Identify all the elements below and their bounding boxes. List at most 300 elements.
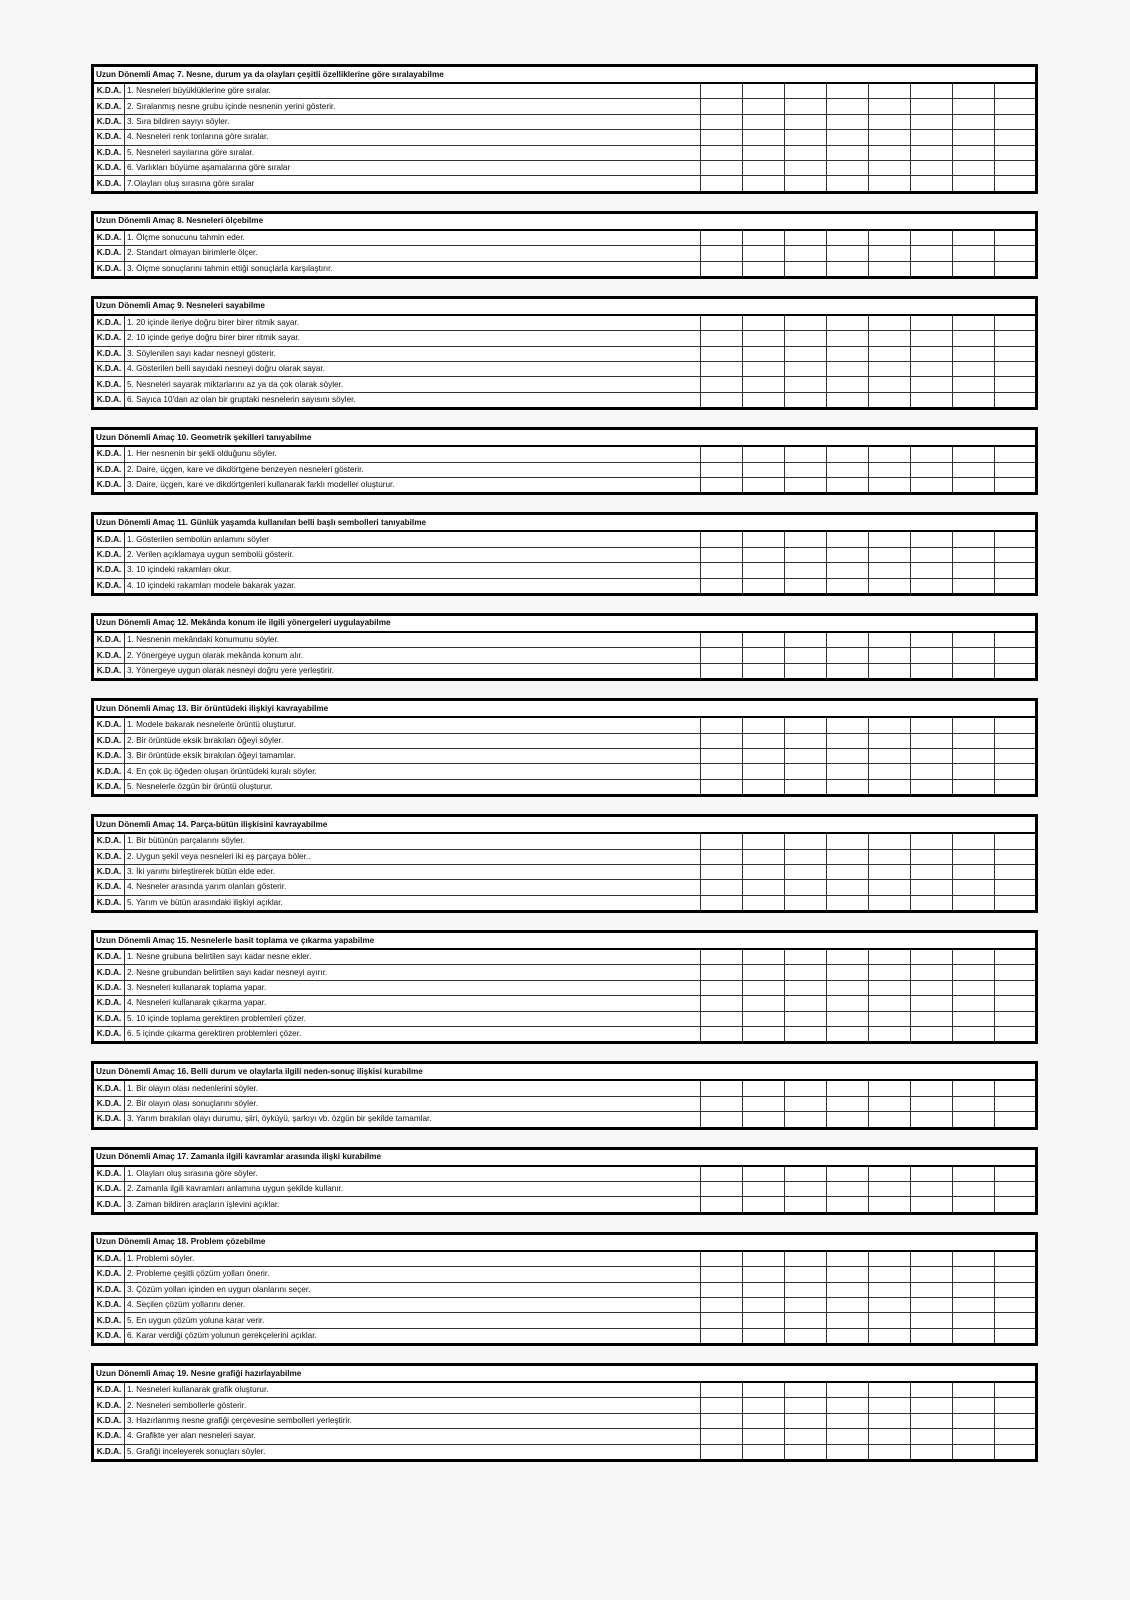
assessment-cell[interactable]: [911, 531, 953, 547]
assessment-cell[interactable]: [827, 547, 869, 562]
assessment-cell[interactable]: [785, 717, 827, 733]
assessment-cell[interactable]: [784, 446, 826, 462]
assessment-cell[interactable]: [700, 346, 742, 361]
assessment-cell[interactable]: [742, 462, 784, 477]
assessment-cell[interactable]: [868, 965, 910, 980]
assessment-cell[interactable]: [784, 1011, 826, 1026]
assessment-cell[interactable]: [868, 1382, 910, 1398]
assessment-cell[interactable]: [869, 779, 911, 795]
assessment-cell[interactable]: [994, 1413, 1036, 1428]
assessment-cell[interactable]: [952, 849, 994, 864]
assessment-cell[interactable]: [826, 377, 868, 392]
assessment-cell[interactable]: [700, 1444, 742, 1460]
assessment-cell[interactable]: [742, 160, 784, 175]
assessment-cell[interactable]: [784, 392, 826, 408]
assessment-cell[interactable]: [742, 377, 784, 392]
assessment-cell[interactable]: [827, 1282, 869, 1297]
assessment-cell[interactable]: [911, 733, 953, 748]
assessment-cell[interactable]: [784, 362, 826, 377]
assessment-cell[interactable]: [953, 1313, 995, 1328]
assessment-cell[interactable]: [994, 864, 1036, 879]
assessment-cell[interactable]: [995, 1328, 1037, 1344]
assessment-cell[interactable]: [701, 531, 743, 547]
assessment-cell[interactable]: [994, 632, 1036, 648]
assessment-cell[interactable]: [868, 648, 910, 663]
assessment-cell[interactable]: [784, 315, 826, 331]
assessment-cell[interactable]: [826, 965, 868, 980]
assessment-cell[interactable]: [701, 1328, 743, 1344]
assessment-cell[interactable]: [742, 176, 784, 192]
assessment-cell[interactable]: [995, 1251, 1037, 1267]
assessment-cell[interactable]: [910, 315, 952, 331]
assessment-cell[interactable]: [868, 1080, 910, 1096]
assessment-cell[interactable]: [910, 1080, 952, 1096]
assessment-cell[interactable]: [994, 980, 1036, 995]
assessment-cell[interactable]: [868, 632, 910, 648]
assessment-cell[interactable]: [742, 663, 784, 679]
assessment-cell[interactable]: [994, 996, 1036, 1011]
assessment-cell[interactable]: [911, 1267, 953, 1282]
assessment-cell[interactable]: [952, 1181, 994, 1196]
assessment-cell[interactable]: [952, 246, 994, 261]
assessment-cell[interactable]: [784, 949, 826, 965]
assessment-cell[interactable]: [784, 130, 826, 145]
assessment-cell[interactable]: [742, 114, 784, 129]
assessment-cell[interactable]: [784, 160, 826, 175]
assessment-cell[interactable]: [868, 996, 910, 1011]
assessment-cell[interactable]: [700, 1413, 742, 1428]
assessment-cell[interactable]: [953, 1267, 995, 1282]
assessment-cell[interactable]: [784, 83, 826, 99]
assessment-cell[interactable]: [743, 717, 785, 733]
assessment-cell[interactable]: [827, 1328, 869, 1344]
assessment-cell[interactable]: [994, 462, 1036, 477]
assessment-cell[interactable]: [826, 1112, 868, 1128]
assessment-cell[interactable]: [785, 578, 827, 594]
assessment-cell[interactable]: [994, 145, 1036, 160]
assessment-cell[interactable]: [784, 1382, 826, 1398]
assessment-cell[interactable]: [952, 377, 994, 392]
assessment-cell[interactable]: [952, 1112, 994, 1128]
assessment-cell[interactable]: [910, 377, 952, 392]
assessment-cell[interactable]: [910, 1413, 952, 1428]
assessment-cell[interactable]: [994, 230, 1036, 246]
assessment-cell[interactable]: [700, 145, 742, 160]
assessment-cell[interactable]: [784, 246, 826, 261]
assessment-cell[interactable]: [826, 1166, 868, 1182]
assessment-cell[interactable]: [910, 114, 952, 129]
assessment-cell[interactable]: [784, 833, 826, 849]
assessment-cell[interactable]: [742, 446, 784, 462]
assessment-cell[interactable]: [784, 1413, 826, 1428]
assessment-cell[interactable]: [868, 1444, 910, 1460]
assessment-cell[interactable]: [826, 446, 868, 462]
assessment-cell[interactable]: [868, 331, 910, 346]
assessment-cell[interactable]: [868, 392, 910, 408]
assessment-cell[interactable]: [826, 996, 868, 1011]
assessment-cell[interactable]: [995, 764, 1037, 779]
assessment-cell[interactable]: [994, 1197, 1036, 1213]
assessment-cell[interactable]: [827, 1297, 869, 1312]
assessment-cell[interactable]: [700, 833, 742, 849]
assessment-cell[interactable]: [743, 1267, 785, 1282]
assessment-cell[interactable]: [868, 246, 910, 261]
assessment-cell[interactable]: [826, 160, 868, 175]
assessment-cell[interactable]: [826, 1444, 868, 1460]
assessment-cell[interactable]: [911, 717, 953, 733]
assessment-cell[interactable]: [952, 1096, 994, 1111]
assessment-cell[interactable]: [701, 717, 743, 733]
assessment-cell[interactable]: [910, 949, 952, 965]
assessment-cell[interactable]: [742, 261, 784, 277]
assessment-cell[interactable]: [700, 246, 742, 261]
assessment-cell[interactable]: [952, 1444, 994, 1460]
assessment-cell[interactable]: [868, 114, 910, 129]
assessment-cell[interactable]: [826, 315, 868, 331]
assessment-cell[interactable]: [953, 563, 995, 578]
assessment-cell[interactable]: [995, 717, 1037, 733]
assessment-cell[interactable]: [953, 764, 995, 779]
assessment-cell[interactable]: [826, 1096, 868, 1111]
assessment-cell[interactable]: [952, 980, 994, 995]
assessment-cell[interactable]: [827, 748, 869, 763]
assessment-cell[interactable]: [910, 331, 952, 346]
assessment-cell[interactable]: [784, 1444, 826, 1460]
assessment-cell[interactable]: [910, 261, 952, 277]
assessment-cell[interactable]: [952, 1027, 994, 1043]
assessment-cell[interactable]: [911, 1328, 953, 1344]
assessment-cell[interactable]: [701, 779, 743, 795]
assessment-cell[interactable]: [994, 331, 1036, 346]
assessment-cell[interactable]: [952, 1382, 994, 1398]
assessment-cell[interactable]: [784, 864, 826, 879]
assessment-cell[interactable]: [784, 462, 826, 477]
assessment-cell[interactable]: [868, 176, 910, 192]
assessment-cell[interactable]: [742, 315, 784, 331]
assessment-cell[interactable]: [995, 578, 1037, 594]
assessment-cell[interactable]: [952, 331, 994, 346]
assessment-cell[interactable]: [785, 779, 827, 795]
assessment-cell[interactable]: [826, 478, 868, 494]
assessment-cell[interactable]: [742, 246, 784, 261]
assessment-cell[interactable]: [743, 748, 785, 763]
assessment-cell[interactable]: [953, 779, 995, 795]
assessment-cell[interactable]: [827, 733, 869, 748]
assessment-cell[interactable]: [742, 1080, 784, 1096]
assessment-cell[interactable]: [826, 1398, 868, 1413]
assessment-cell[interactable]: [869, 563, 911, 578]
assessment-cell[interactable]: [827, 764, 869, 779]
assessment-cell[interactable]: [869, 1328, 911, 1344]
assessment-cell[interactable]: [994, 880, 1036, 895]
assessment-cell[interactable]: [827, 1313, 869, 1328]
assessment-cell[interactable]: [868, 83, 910, 99]
assessment-cell[interactable]: [868, 1197, 910, 1213]
assessment-cell[interactable]: [785, 1297, 827, 1312]
assessment-cell[interactable]: [743, 531, 785, 547]
assessment-cell[interactable]: [868, 346, 910, 361]
assessment-cell[interactable]: [994, 648, 1036, 663]
assessment-cell[interactable]: [700, 1398, 742, 1413]
assessment-cell[interactable]: [742, 1181, 784, 1196]
assessment-cell[interactable]: [911, 578, 953, 594]
assessment-cell[interactable]: [700, 1429, 742, 1444]
assessment-cell[interactable]: [952, 145, 994, 160]
assessment-cell[interactable]: [995, 748, 1037, 763]
assessment-cell[interactable]: [826, 230, 868, 246]
assessment-cell[interactable]: [743, 1282, 785, 1297]
assessment-cell[interactable]: [910, 1181, 952, 1196]
assessment-cell[interactable]: [701, 563, 743, 578]
assessment-cell[interactable]: [742, 392, 784, 408]
assessment-cell[interactable]: [827, 1251, 869, 1267]
assessment-cell[interactable]: [952, 362, 994, 377]
assessment-cell[interactable]: [910, 1398, 952, 1413]
assessment-cell[interactable]: [952, 663, 994, 679]
assessment-cell[interactable]: [910, 246, 952, 261]
assessment-cell[interactable]: [994, 1166, 1036, 1182]
assessment-cell[interactable]: [742, 1011, 784, 1026]
assessment-cell[interactable]: [910, 632, 952, 648]
assessment-cell[interactable]: [994, 83, 1036, 99]
assessment-cell[interactable]: [784, 176, 826, 192]
assessment-cell[interactable]: [868, 1398, 910, 1413]
assessment-cell[interactable]: [784, 1096, 826, 1111]
assessment-cell[interactable]: [826, 130, 868, 145]
assessment-cell[interactable]: [952, 965, 994, 980]
assessment-cell[interactable]: [910, 864, 952, 879]
assessment-cell[interactable]: [952, 130, 994, 145]
assessment-cell[interactable]: [910, 145, 952, 160]
assessment-cell[interactable]: [742, 346, 784, 361]
assessment-cell[interactable]: [910, 1197, 952, 1213]
assessment-cell[interactable]: [910, 880, 952, 895]
assessment-cell[interactable]: [910, 362, 952, 377]
assessment-cell[interactable]: [952, 114, 994, 129]
assessment-cell[interactable]: [868, 1413, 910, 1428]
assessment-cell[interactable]: [868, 1166, 910, 1182]
assessment-cell[interactable]: [784, 663, 826, 679]
assessment-cell[interactable]: [994, 478, 1036, 494]
assessment-cell[interactable]: [994, 1080, 1036, 1096]
assessment-cell[interactable]: [910, 83, 952, 99]
assessment-cell[interactable]: [868, 377, 910, 392]
assessment-cell[interactable]: [700, 895, 742, 911]
assessment-cell[interactable]: [910, 1011, 952, 1026]
assessment-cell[interactable]: [742, 1166, 784, 1182]
assessment-cell[interactable]: [701, 1313, 743, 1328]
assessment-cell[interactable]: [742, 1429, 784, 1444]
assessment-cell[interactable]: [910, 230, 952, 246]
assessment-cell[interactable]: [827, 779, 869, 795]
assessment-cell[interactable]: [868, 864, 910, 879]
assessment-cell[interactable]: [826, 462, 868, 477]
assessment-cell[interactable]: [995, 733, 1037, 748]
assessment-cell[interactable]: [742, 864, 784, 879]
assessment-cell[interactable]: [700, 648, 742, 663]
assessment-cell[interactable]: [784, 1398, 826, 1413]
assessment-cell[interactable]: [743, 1297, 785, 1312]
assessment-cell[interactable]: [743, 547, 785, 562]
assessment-cell[interactable]: [994, 114, 1036, 129]
assessment-cell[interactable]: [700, 1382, 742, 1398]
assessment-cell[interactable]: [742, 1027, 784, 1043]
assessment-cell[interactable]: [994, 176, 1036, 192]
assessment-cell[interactable]: [910, 462, 952, 477]
assessment-cell[interactable]: [701, 1297, 743, 1312]
assessment-cell[interactable]: [826, 980, 868, 995]
assessment-cell[interactable]: [869, 1267, 911, 1282]
assessment-cell[interactable]: [868, 462, 910, 477]
assessment-cell[interactable]: [994, 446, 1036, 462]
assessment-cell[interactable]: [910, 1096, 952, 1111]
assessment-cell[interactable]: [994, 377, 1036, 392]
assessment-cell[interactable]: [700, 864, 742, 879]
assessment-cell[interactable]: [784, 1197, 826, 1213]
assessment-cell[interactable]: [868, 446, 910, 462]
assessment-cell[interactable]: [910, 392, 952, 408]
assessment-cell[interactable]: [952, 462, 994, 477]
assessment-cell[interactable]: [826, 99, 868, 114]
assessment-cell[interactable]: [700, 362, 742, 377]
assessment-cell[interactable]: [784, 965, 826, 980]
assessment-cell[interactable]: [953, 1328, 995, 1344]
assessment-cell[interactable]: [868, 478, 910, 494]
assessment-cell[interactable]: [826, 949, 868, 965]
assessment-cell[interactable]: [869, 1282, 911, 1297]
assessment-cell[interactable]: [952, 949, 994, 965]
assessment-cell[interactable]: [700, 849, 742, 864]
assessment-cell[interactable]: [700, 176, 742, 192]
assessment-cell[interactable]: [785, 531, 827, 547]
assessment-cell[interactable]: [994, 833, 1036, 849]
assessment-cell[interactable]: [827, 578, 869, 594]
assessment-cell[interactable]: [952, 478, 994, 494]
assessment-cell[interactable]: [952, 996, 994, 1011]
assessment-cell[interactable]: [952, 1166, 994, 1182]
assessment-cell[interactable]: [869, 1251, 911, 1267]
assessment-cell[interactable]: [700, 949, 742, 965]
assessment-cell[interactable]: [994, 949, 1036, 965]
assessment-cell[interactable]: [952, 1080, 994, 1096]
assessment-cell[interactable]: [700, 1027, 742, 1043]
assessment-cell[interactable]: [700, 130, 742, 145]
assessment-cell[interactable]: [701, 547, 743, 562]
assessment-cell[interactable]: [911, 1282, 953, 1297]
assessment-cell[interactable]: [826, 1181, 868, 1196]
assessment-cell[interactable]: [826, 1027, 868, 1043]
assessment-cell[interactable]: [784, 980, 826, 995]
assessment-cell[interactable]: [952, 1011, 994, 1026]
assessment-cell[interactable]: [910, 346, 952, 361]
assessment-cell[interactable]: [953, 578, 995, 594]
assessment-cell[interactable]: [826, 145, 868, 160]
assessment-cell[interactable]: [826, 1197, 868, 1213]
assessment-cell[interactable]: [911, 547, 953, 562]
assessment-cell[interactable]: [700, 331, 742, 346]
assessment-cell[interactable]: [826, 362, 868, 377]
assessment-cell[interactable]: [910, 895, 952, 911]
assessment-cell[interactable]: [742, 880, 784, 895]
assessment-cell[interactable]: [742, 83, 784, 99]
assessment-cell[interactable]: [952, 261, 994, 277]
assessment-cell[interactable]: [826, 1080, 868, 1096]
assessment-cell[interactable]: [910, 446, 952, 462]
assessment-cell[interactable]: [784, 145, 826, 160]
assessment-cell[interactable]: [994, 362, 1036, 377]
assessment-cell[interactable]: [910, 1444, 952, 1460]
assessment-cell[interactable]: [995, 779, 1037, 795]
assessment-cell[interactable]: [994, 392, 1036, 408]
assessment-cell[interactable]: [784, 996, 826, 1011]
assessment-cell[interactable]: [994, 1011, 1036, 1026]
assessment-cell[interactable]: [742, 996, 784, 1011]
assessment-cell[interactable]: [700, 1181, 742, 1196]
assessment-cell[interactable]: [953, 1251, 995, 1267]
assessment-cell[interactable]: [701, 1282, 743, 1297]
assessment-cell[interactable]: [742, 648, 784, 663]
assessment-cell[interactable]: [868, 880, 910, 895]
assessment-cell[interactable]: [742, 362, 784, 377]
assessment-cell[interactable]: [700, 1166, 742, 1182]
assessment-cell[interactable]: [994, 663, 1036, 679]
assessment-cell[interactable]: [826, 1413, 868, 1428]
assessment-cell[interactable]: [826, 663, 868, 679]
assessment-cell[interactable]: [742, 833, 784, 849]
assessment-cell[interactable]: [952, 1429, 994, 1444]
assessment-cell[interactable]: [952, 346, 994, 361]
assessment-cell[interactable]: [826, 895, 868, 911]
assessment-cell[interactable]: [742, 965, 784, 980]
assessment-cell[interactable]: [868, 261, 910, 277]
assessment-cell[interactable]: [700, 478, 742, 494]
assessment-cell[interactable]: [911, 764, 953, 779]
assessment-cell[interactable]: [868, 833, 910, 849]
assessment-cell[interactable]: [953, 1282, 995, 1297]
assessment-cell[interactable]: [785, 733, 827, 748]
assessment-cell[interactable]: [994, 1444, 1036, 1460]
assessment-cell[interactable]: [869, 733, 911, 748]
assessment-cell[interactable]: [826, 880, 868, 895]
assessment-cell[interactable]: [911, 1297, 953, 1312]
assessment-cell[interactable]: [700, 663, 742, 679]
assessment-cell[interactable]: [910, 1027, 952, 1043]
assessment-cell[interactable]: [784, 849, 826, 864]
assessment-cell[interactable]: [743, 779, 785, 795]
assessment-cell[interactable]: [700, 392, 742, 408]
assessment-cell[interactable]: [742, 1398, 784, 1413]
assessment-cell[interactable]: [994, 1027, 1036, 1043]
assessment-cell[interactable]: [994, 1382, 1036, 1398]
assessment-cell[interactable]: [784, 880, 826, 895]
assessment-cell[interactable]: [952, 160, 994, 175]
assessment-cell[interactable]: [869, 547, 911, 562]
assessment-cell[interactable]: [742, 99, 784, 114]
assessment-cell[interactable]: [826, 114, 868, 129]
assessment-cell[interactable]: [869, 764, 911, 779]
assessment-cell[interactable]: [868, 99, 910, 114]
assessment-cell[interactable]: [910, 996, 952, 1011]
assessment-cell[interactable]: [826, 1011, 868, 1026]
assessment-cell[interactable]: [826, 346, 868, 361]
assessment-cell[interactable]: [784, 895, 826, 911]
assessment-cell[interactable]: [700, 1112, 742, 1128]
assessment-cell[interactable]: [994, 1181, 1036, 1196]
assessment-cell[interactable]: [995, 1267, 1037, 1282]
assessment-cell[interactable]: [995, 531, 1037, 547]
assessment-cell[interactable]: [994, 1112, 1036, 1128]
assessment-cell[interactable]: [784, 114, 826, 129]
